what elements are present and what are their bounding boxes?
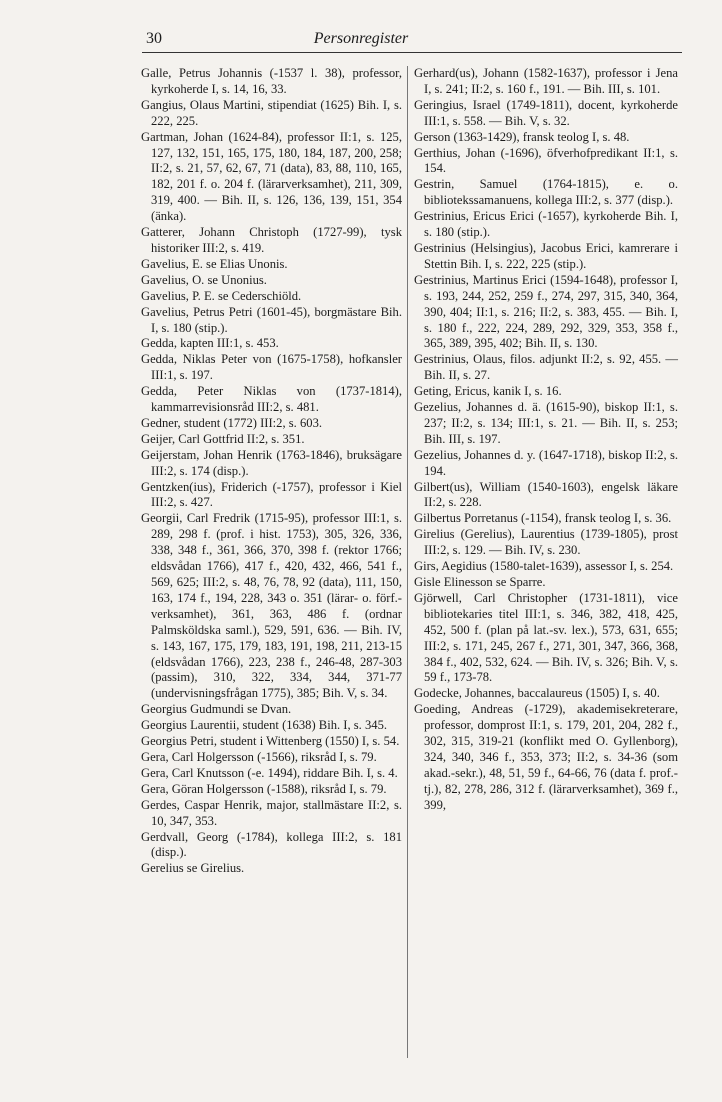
index-entry: Georgius Gudmundi se Dvan.: [141, 702, 292, 717]
left-column: [141, 66, 402, 877]
index-entry: Gerelius se Girelius.: [141, 861, 245, 876]
index-entry: Geijer, Carl Gottfrid II:2, s. 351.: [141, 431, 305, 446]
column-divider: [407, 66, 408, 1058]
index-entry: Godecke, Johannes, baccalaureus (1505) I, s. 40.: [414, 686, 660, 701]
index-entry: Gedda, kapten III:1, s. 453.: [141, 336, 279, 351]
header-rule: [142, 52, 682, 53]
page-number: 30: [146, 30, 162, 47]
index-entry: Georgius Laurentii, student (1638) Bih. I, s. 345.: [141, 718, 388, 733]
index-entry: Gisle Elinesson se Sparre.: [414, 575, 546, 589]
running-title: Personregister: [313, 30, 409, 47]
index-entry: Gera, Göran Holgersson (-1588), riksråd I, s. 79.: [141, 781, 387, 796]
index-entry: Gezelius, Johannes d. y. (1647-1718), biskop II:2, s. 194.: [414, 447, 678, 478]
index-entry: Geijerstam, Johan Henrik (1763-1846), bruksägare III:2, s. 174 (disp.).: [141, 447, 402, 478]
index-entry: Gedda, Niklas Peter von (1675-1758), hofkansler III:1, s. 197.: [141, 352, 402, 383]
index-entry: Gera, Carl Holgersson (-1566), riksråd I, s. 79.: [141, 749, 377, 764]
index-entry: Gangius, Olaus Martini, stipendiat (1625) Bih. I, s. 222, 225.: [141, 97, 402, 128]
index-entry: Gavelius, P. E. se Cederschiöld.: [141, 288, 302, 303]
index-entry: Georgii, Carl Fredrik (1715-95), professor III:1, s. 289, 298 f. (prof. i hist. 1753), 305, 326, 336, 338, 348 f., 361, 366, 370, 398 f. (rektor 1766; eldsvådan 1766), 417 f., 420, 432, 466, 541 f., 569, 625; III:2, s. 48, 76, 78, 92 (data), 111, 150, 163, 174 f., 194, 228, 343 o. 351 (lärar- o. förf.-verksamhet), 361, 363, 486 f. (ordnar Palmsköldska saml.), 529, 591, 636. — Bih. IV, s. 143, 167, 175, 179, 183, 191, 198, 211, 213-15 (eldsvådan 1766), 223, 238 f., 246-48, 287-303 (passim), 310, 322, 334, 344, 371-77 (undervisningsfrågan 1775), 385; Bih. V, s. 34.: [141, 511, 402, 701]
index-entry: Gerthius, Johan (-1696), öfverhofpredikant II:1, s. 154.: [414, 145, 678, 176]
index-entry: Gerdes, Caspar Henrik, major, stallmästare II:2, s. 10, 347, 353.: [141, 797, 402, 828]
right-column: [414, 66, 678, 814]
index-entry: Gavelius, Petrus Petri (1601-45), borgmästare Bih. I, s. 180 (stip.).: [141, 304, 402, 335]
page-header: [0, 30, 722, 52]
index-entry: Gestrinius, Ericus Erici (-1657), kyrkoherde Bih. I, s. 180 (stip.).: [414, 209, 678, 240]
index-entry: Gilbertus Porretanus (-1154), fransk teolog I, s. 36.: [414, 511, 672, 526]
index-entry: Galle, Petrus Johannis (-1537 l. 38), professor, kyrkoherde I, s. 14, 16, 33.: [141, 66, 402, 96]
index-entry: Gestrin, Samuel (1764-1815), e. o. bibliotekssamanuens, kollega III:2, s. 377 (disp.).: [414, 177, 678, 208]
index-entry: Gartman, Johan (1624-84), professor II:1, s. 125, 127, 132, 151, 165, 175, 180, 184, 187, 200, 258; II:2, s. 21, 57, 62, 67, 71 (data), 83, 88, 110, 165, 182, 201 f. o. 204 f. (lärarverksamhet), 211, 309, 319, 400. — Bih. II, s. 126, 136, 139, 151, 354 (änka).: [141, 129, 402, 224]
index-entry: Gavelius, O. se Unonius.: [141, 272, 267, 287]
index-entry: Geringius, Israel (1749-1811), docent, kyrkoherde III:1, s. 558. — Bih. V, s. 32.: [414, 97, 678, 128]
index-entry: Geting, Ericus, kanik I, s. 16.: [414, 384, 562, 399]
index-entry: Gilbert(us), William (1540-1603), engelsk läkare II:2, s. 228.: [414, 479, 678, 510]
index-entry: Gedner, student (1772) III:2, s. 603.: [141, 415, 323, 430]
index-entry: Gerdvall, Georg (-1784), kollega III:2, s. 181 (disp.).: [141, 829, 402, 860]
index-entry: Gedda, Peter Niklas von (1737-1814), kammarrevisionsråd III:2, s. 481.: [141, 384, 402, 415]
index-entry: Girs, Aegidius (1580-talet-1639), assessor I, s. 254.: [414, 559, 674, 574]
index-entry: Gentzken(ius), Friderich (-1757), professor i Kiel III:2, s. 427.: [141, 479, 402, 510]
index-entry: Goeding, Andreas (-1729), akademisekreterare, professor, domprost II:1, s. 179, 201, 204, 282 f., 302, 315, 319-21 (konflikt med O. Gyllenborg), 324, 340, 346 f., 353, 373; II:2, s. 34-36 (som akad.-sekr.), 48, 51, 59 f., 64-66, 76 (data f. prof.-tj.), 82, 278, 286, 312 f. (lärarverksamhet), 369 f., 399,: [414, 702, 678, 812]
index-entry: Georgius Petri, student i Wittenberg (1550) I, s. 54.: [141, 734, 400, 749]
index-entry: Gera, Carl Knutsson (-e. 1494), riddare Bih. I, s. 4.: [141, 765, 398, 780]
index-entry: Gatterer, Johann Christoph (1727-99), tysk historiker III:2, s. 419.: [141, 225, 402, 255]
index-entry: Gestrinius, Olaus, filos. adjunkt II:2, s. 92, 455. — Bih. II, s. 27.: [414, 352, 678, 383]
index-entry: Gezelius, Johannes d. ä. (1615-90), biskop II:1, s. 237; II:2, s. 134; III:1, s. 21. — Bih. II, s. 253; Bih. III, s. 197.: [414, 400, 678, 446]
index-entry: Gestrinius (Helsingius), Jacobus Erici, kamrerare i Stettin Bih. I, s. 222, 225 (stip.).: [414, 240, 678, 271]
index-entry: Gerhard(us), Johann (1582-1637), professor i Jena I, s. 241; II:2, s. 160 f., 191. — Bih. III, s. 101.: [414, 66, 678, 96]
index-entry: Gavelius, E. se Elias Unonis.: [141, 256, 288, 271]
index-entry: Gjörwell, Carl Christopher (1731-1811), vice bibliotekaries titel III:1, s. 346, 382, 418, 425, 452, 500 f. (plan på lat.-sv. lex.), 573, 631, 655; III:2, s. 171, 245, 267 f., 271, 301, 347, 366, 368, 384 f., 402, 532, 624. — Bih. IV, s. 326; Bih. V, s. 59 f., 173-78.: [414, 590, 678, 685]
index-entry: Gestrinius, Martinus Erici (1594-1648), professor I, s. 193, 244, 252, 259 f., 274, 297, 315, 340, 364, 390, 404; II:1, s. 216; II:2, s. 383, 455. — Bih. I, s. 180 f., 222, 224, 289, 292, 329, 353, 358 f., 365, 389, 395, 402; Bih. II, s. 130.: [414, 272, 678, 351]
index-entry: Girelius (Gerelius), Laurentius (1739-1805), prost III:2, s. 129. — Bih. IV, s. 230.: [414, 527, 678, 558]
index-entry: Gerson (1363-1429), fransk teolog I, s. 48.: [414, 129, 630, 144]
